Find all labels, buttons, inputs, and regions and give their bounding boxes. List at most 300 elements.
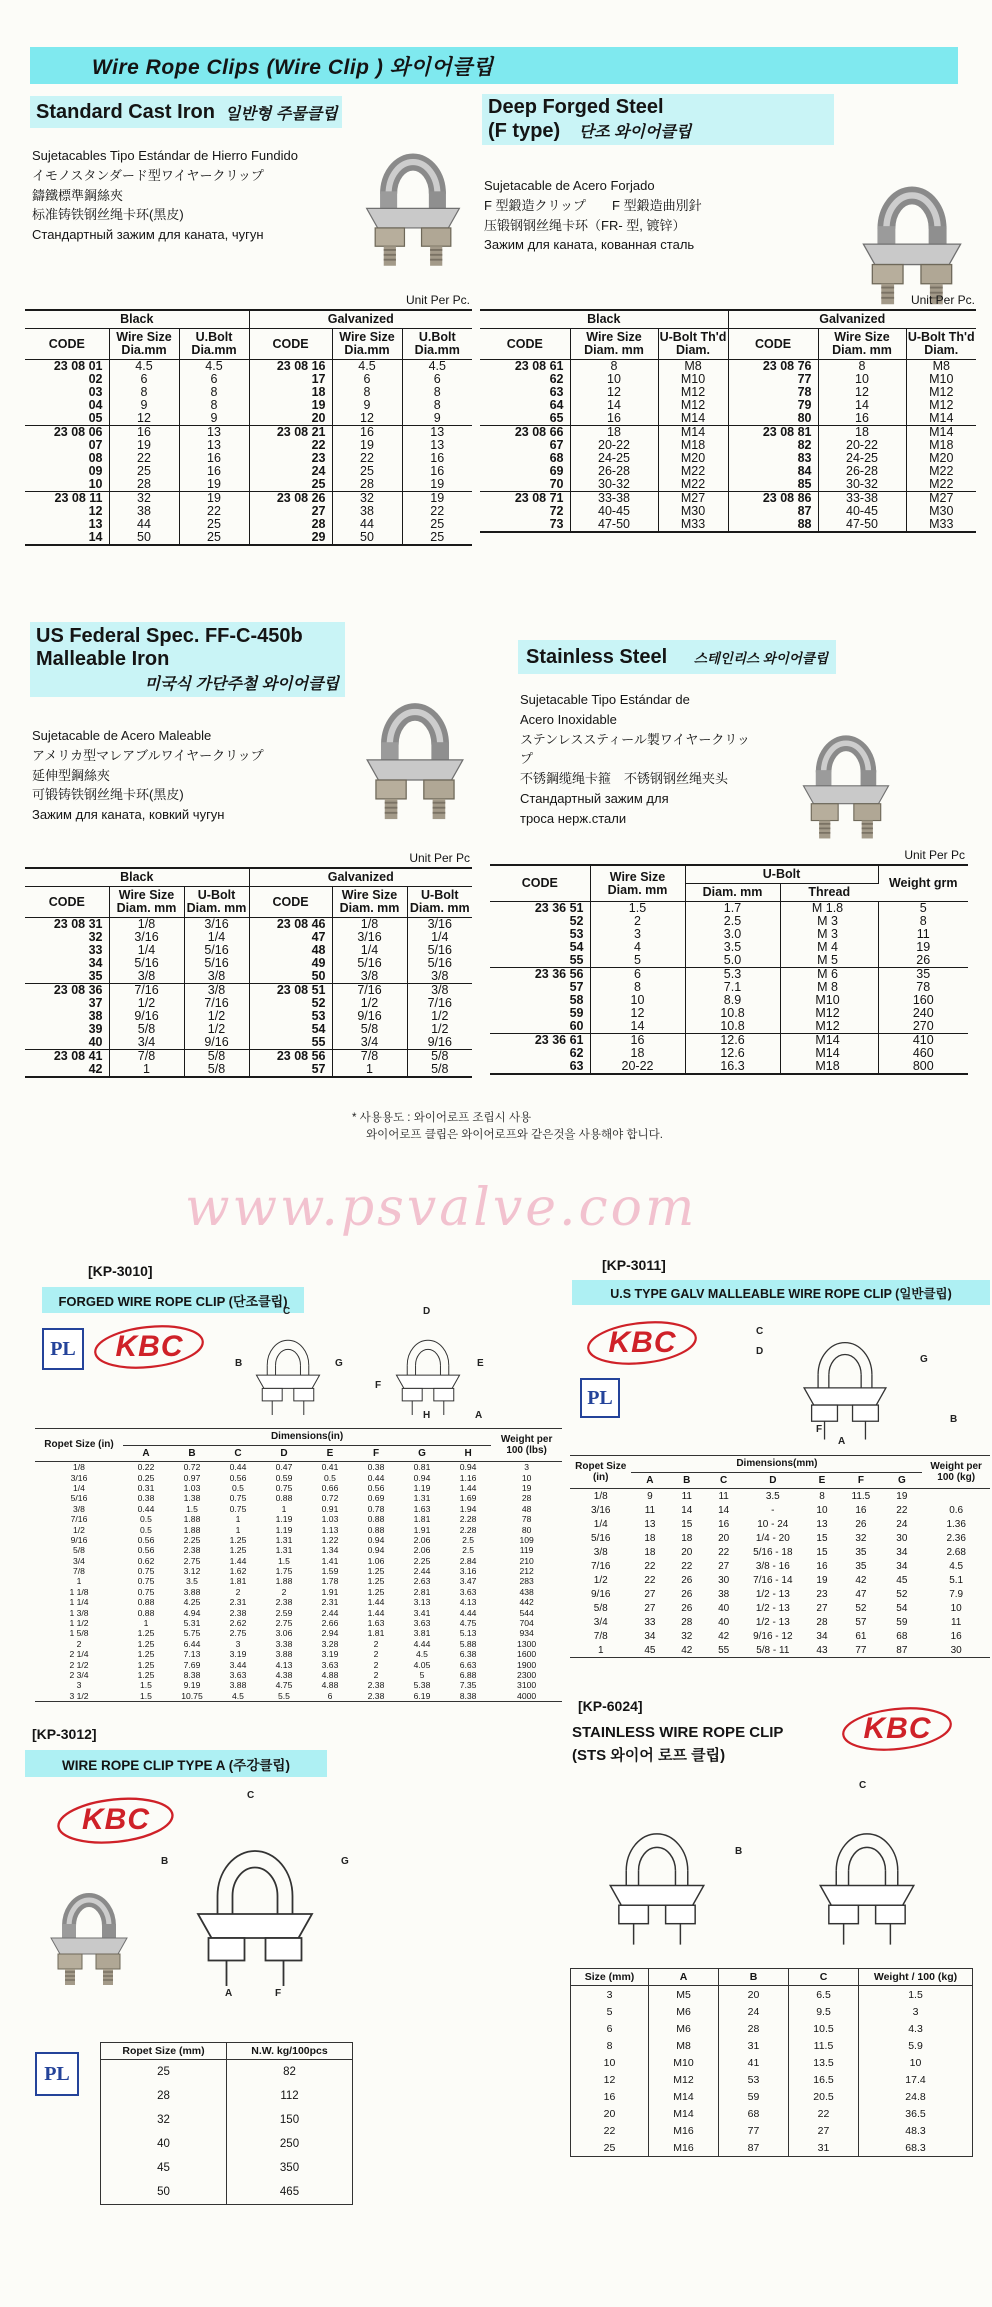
cell: 112 (280, 2090, 299, 2102)
cell: 3.88 (183, 1586, 201, 1597)
cell: 19 (332, 439, 402, 452)
cell: 12 (571, 2071, 649, 2088)
cell: 5.3 (685, 968, 780, 982)
cell: 73 (480, 518, 570, 532)
cell: 1.88 (183, 1514, 201, 1525)
cell: 32 (25, 931, 109, 944)
cell: 23 08 71 (480, 492, 570, 506)
table-body (490, 902, 968, 1075)
cell: 26-28 (570, 465, 658, 478)
cell: 6 (590, 968, 685, 982)
cell: 4.3 (908, 2022, 923, 2035)
cell: 7/8 (109, 1050, 184, 1064)
dim-letter: C (705, 1472, 742, 1489)
cell: 14 (718, 1504, 730, 1516)
cell: 16 (430, 464, 445, 479)
cell: 2.75 (183, 1555, 201, 1566)
cell: - (771, 1504, 775, 1516)
diagram-label: H (423, 1410, 431, 1421)
cell: 62 (480, 373, 570, 386)
cell: 22 (332, 452, 402, 465)
cell: 23 08 86 (728, 492, 818, 506)
diagram-label: A (225, 1988, 233, 1999)
cell: 1.5 (590, 902, 685, 916)
cell: 65 (480, 412, 570, 426)
kp6024-label: [KP-6024] (578, 1698, 643, 1714)
cell: 26 (855, 1518, 867, 1530)
cell: 38 (25, 1010, 109, 1023)
cell: 9 (433, 411, 441, 426)
cell: 1/8 (73, 1462, 85, 1473)
cell: 3/16 (184, 918, 249, 932)
cell: 1.91 (321, 1586, 339, 1597)
cell: 4 (590, 941, 685, 954)
diagram-label: F (375, 1380, 382, 1391)
cell: 23 08 66 (480, 426, 570, 440)
cell: 5/16 (184, 944, 249, 957)
footnote-line: 와이어로프 클립은 와이어로프와 같은것을 사용해야 합니다. (366, 1129, 663, 1142)
cell: 16 (816, 1560, 828, 1572)
cell: 1/8 (332, 918, 407, 932)
cell: 1/2 (184, 1010, 249, 1023)
cell: 0.88 (137, 1597, 155, 1608)
dimensions-header: Dimensions(mm) (631, 1456, 922, 1473)
desc-line: F 型鍛造クリップ F 型鍛造曲別針 (484, 197, 702, 213)
diagram-label: G (341, 1856, 349, 1867)
cell: 52 (249, 997, 332, 1010)
cell: 3.88 (229, 1680, 247, 1691)
unit-note: Unit Per Pc (409, 851, 470, 865)
kp3012-dimension-diagram (155, 1790, 365, 2001)
cell: 84 (728, 465, 818, 478)
weight-column-header: Weight per 100 (kg) (922, 1456, 990, 1489)
diagram-label: B (161, 1856, 169, 1867)
cell: 0.88 (275, 1493, 293, 1504)
watermark-text: www.psvalve.com (185, 1178, 698, 1238)
cell: 82 (728, 439, 818, 452)
cell: 1.25 (137, 1670, 155, 1680)
cell: 1/2 (593, 1574, 608, 1586)
cell: 20.5 (789, 2088, 859, 2105)
cell: 0.88 (137, 1607, 155, 1618)
cell: 1 5/8 (69, 1628, 89, 1639)
cell: 0.94 (459, 1462, 477, 1473)
cell: 3/16 (70, 1472, 88, 1483)
cell: 210 (519, 1555, 534, 1566)
cell: 1 (235, 1514, 241, 1525)
us-federal-table (25, 867, 472, 1078)
cell: 9.5 (789, 2003, 859, 2020)
cell: 3100 (517, 1680, 537, 1691)
cell: 23 (249, 452, 332, 465)
desc-line: троса нерж.стали (520, 810, 627, 826)
cell: 23 36 56 (490, 968, 590, 982)
cell: 2.38 (229, 1607, 247, 1618)
cell: 32 (101, 2108, 227, 2132)
cell: 22 (644, 1574, 656, 1586)
cell: 8 (179, 386, 249, 399)
dim-letter: G (399, 1445, 445, 1462)
cell: M5 (649, 1986, 719, 2004)
cell: 1.81 (229, 1576, 247, 1587)
cell: 20 (249, 412, 332, 426)
cell: 28 (719, 2020, 789, 2037)
cell: 150 (279, 2114, 300, 2126)
cell: 3 (571, 1986, 649, 2004)
diagram-label: C (247, 1790, 255, 1801)
cell: 24-25 (818, 452, 906, 465)
cell: 23 08 06 (25, 426, 109, 440)
column-header: CODE (249, 329, 332, 360)
cell: 934 (519, 1628, 534, 1639)
cell: 80 (521, 1524, 532, 1535)
cell: 119 (519, 1545, 534, 1556)
cell: 88 (728, 518, 818, 532)
cell: 27 (249, 505, 332, 518)
column-header: C (789, 1969, 859, 1986)
cell: 16 (950, 1630, 962, 1642)
cell: 13.5 (789, 2054, 859, 2071)
cell: 1.13 (321, 1524, 339, 1535)
cell: 38 (109, 505, 179, 518)
cell: 5/16 - 18 (753, 1546, 793, 1558)
cell: 7.1 (685, 981, 780, 994)
cell: 7.13 (183, 1649, 201, 1660)
cell: 67 (480, 439, 570, 452)
dim-letter: F (353, 1445, 399, 1462)
cell: 33 (644, 1616, 656, 1628)
cell: 2.38 (367, 1680, 385, 1691)
cell: 22 (681, 1560, 693, 1572)
cell: 1.31 (275, 1534, 293, 1545)
desc-line: アメリカ型マレアブルワイヤークリップ (32, 747, 264, 763)
page-title-bar (30, 47, 958, 84)
cell: 3/4 (109, 1036, 184, 1050)
cell: 3/16 (427, 917, 452, 932)
cell: 3/8 (184, 970, 249, 984)
stainless-clip-photo (790, 686, 902, 861)
cell: 2.5 (685, 915, 780, 928)
cell: 53 (249, 1010, 332, 1023)
cell: 19 (896, 1490, 908, 1502)
clip-side-view-drawing (805, 1792, 929, 1952)
cell: 1/8 (109, 918, 184, 932)
cell: 0.72 (183, 1462, 201, 1473)
cell: 11 (950, 1616, 962, 1628)
cell: 10 (818, 373, 906, 386)
cell: M14 (929, 411, 954, 426)
cell: 40 (718, 1616, 730, 1628)
diagram-label: B (950, 1414, 958, 1425)
stainless-heading (518, 640, 836, 674)
column-header: Thread (780, 884, 878, 902)
cell: 3.19 (321, 1649, 339, 1660)
cell: 1.25 (137, 1659, 155, 1670)
cell: 1.59 (321, 1566, 339, 1577)
cell: 03 (25, 386, 109, 399)
cell: 2.28 (459, 1514, 477, 1525)
column-header: U.Bolt Dia.mm (402, 329, 472, 360)
cell: 7.69 (183, 1659, 201, 1670)
diagram-label: D (423, 1306, 431, 1317)
cell: 3/8 (431, 969, 449, 984)
dim-letter: E (804, 1472, 841, 1489)
cell: 28 (521, 1493, 532, 1504)
cell: 1.5 (140, 1690, 152, 1701)
cell: 3.38 (275, 1638, 293, 1649)
cell: 26 (916, 953, 931, 968)
cell: 1.5 (278, 1555, 290, 1566)
cell: 1.7 (685, 902, 780, 916)
kp6024-dimension-diagram (575, 1780, 985, 1958)
cell: 22 (179, 505, 249, 518)
us-federal-heading (30, 622, 345, 697)
cell: 6.5 (789, 1986, 859, 2004)
cell: 14 (681, 1504, 693, 1516)
cell: 40-45 (818, 505, 906, 518)
cell: 6 (327, 1690, 333, 1701)
cell: 28 (681, 1616, 693, 1628)
cell: 68 (480, 452, 570, 465)
cell: 0.91 (321, 1503, 339, 1514)
cell: 1/2 - 13 (755, 1616, 790, 1628)
cell: 3/8 (332, 970, 407, 984)
clip-front-view-drawing (595, 1792, 719, 1952)
cell: 18 (590, 1047, 685, 1060)
cell: 1/4 (184, 931, 249, 944)
cell: 25 (430, 517, 445, 532)
cell: 2 (235, 1586, 241, 1597)
pl-logo: PL (35, 2052, 79, 2096)
cell: 24.8 (905, 2090, 926, 2103)
cell: 12.6 (685, 1034, 780, 1048)
heading-ko: 단조 와이어클립 (578, 124, 692, 141)
cell: 6 (433, 372, 441, 387)
cell: 8 (818, 360, 906, 374)
kp3011-title-band: U.S TYPE GALV MALLEABLE WIRE ROPE CLIP (일반클립) (572, 1280, 990, 1305)
cell: 2 (373, 1659, 379, 1670)
cell: 8.38 (459, 1690, 477, 1701)
cell: 35 (855, 1560, 867, 1572)
cell: 0.81 (413, 1462, 431, 1473)
kp3012-title-band: WIRE ROPE CLIP TYPE A (주강클립) (25, 1750, 327, 1777)
pl-logo: PL (580, 1378, 620, 1418)
cell: 12 (570, 386, 658, 399)
cell: 3.63 (229, 1670, 247, 1680)
cell: 83 (728, 452, 818, 465)
cell: 20-22 (818, 439, 906, 452)
cell: 1600 (517, 1649, 537, 1660)
column-header: Wire Size Diam. mm (818, 329, 906, 360)
cell: 0.5 (140, 1524, 152, 1535)
cell: 17.4 (905, 2073, 926, 2086)
heading-en: Deep Forged Steel (488, 96, 664, 118)
column-header: U-Bolt Diam. mm (407, 887, 472, 918)
cell: 0.97 (183, 1472, 201, 1483)
cell: 26 (681, 1574, 693, 1586)
cell: 0.44 (229, 1462, 247, 1473)
cell: 0.5 (232, 1482, 244, 1493)
cell: 12 (332, 412, 402, 426)
cell: 9.19 (183, 1680, 201, 1691)
cell: 1.44 (229, 1555, 247, 1566)
cell: 6.19 (413, 1690, 431, 1701)
cell: 1.25 (137, 1628, 155, 1639)
cell: 1/2 - 13 (755, 1588, 790, 1600)
cell: 36.5 (905, 2107, 926, 2120)
cell: 5.88 (459, 1638, 477, 1649)
cell: 9/16 (184, 1036, 249, 1050)
cell: 5.75 (183, 1628, 201, 1639)
cell: 37 (25, 997, 109, 1010)
cell: 40 (718, 1602, 730, 1614)
cell: 57 (855, 1616, 867, 1628)
cell: 4.75 (275, 1680, 293, 1691)
cell: 0.5 (324, 1472, 336, 1483)
standard-cast-iron-table (25, 309, 472, 546)
cell: 2 3/4 (69, 1670, 89, 1680)
diagram-label: F (275, 1988, 282, 1999)
table-body (480, 360, 976, 533)
cell: 1.19 (275, 1514, 293, 1525)
cell: 1.25 (137, 1649, 155, 1660)
cell: 1 1/2 (69, 1618, 89, 1629)
cell: 22 (571, 2122, 649, 2139)
cell: 212 (519, 1566, 534, 1577)
cell: 04 (25, 399, 109, 412)
heading-ko: 일반형 주물클립 (224, 105, 338, 123)
cell: 465 (279, 2186, 300, 2198)
cell: 1.63 (413, 1503, 431, 1514)
cell: M18 (780, 1060, 878, 1074)
dim-letter: D (742, 1472, 803, 1489)
cell: 5.13 (459, 1628, 477, 1639)
cell: 77 (855, 1644, 867, 1656)
cell: 1 (109, 1063, 184, 1077)
cell: 50 (101, 2180, 227, 2205)
cell: 38 (332, 505, 402, 518)
column-header: CODE (490, 865, 590, 902)
cell: 8 (179, 399, 249, 412)
clip-front-view-drawing (245, 1312, 331, 1420)
cell: 3.63 (459, 1586, 477, 1597)
cell: 10 (521, 1472, 532, 1483)
cell: 2.44 (413, 1566, 431, 1577)
cell: 4.5 (416, 1649, 428, 1660)
standard-cast-iron-heading (30, 96, 342, 128)
cell: 22 (789, 2105, 859, 2122)
heading-line2: Malleable Iron (36, 648, 170, 670)
column-header: A (649, 1969, 719, 1986)
size-column-header: Ropet Size (in) (35, 1429, 123, 1462)
column-header: Ropet Size (mm) (101, 2043, 227, 2060)
cell: 1 1/8 (69, 1586, 89, 1597)
cell: 9/16 - 12 (753, 1630, 793, 1642)
desc-line: ステンレススティール製ワイヤークリップ (520, 731, 750, 767)
cell: 1.25 (229, 1534, 247, 1545)
dim-letter: C (215, 1445, 261, 1462)
cell: 19 (430, 477, 445, 492)
cell: 5 (419, 1670, 425, 1680)
cell: 08 (25, 452, 109, 465)
cell: 2 (590, 915, 685, 928)
cell: 9 (332, 399, 402, 412)
kp3012-clip-photo (35, 1862, 143, 1992)
cell: 0.5 (140, 1514, 152, 1525)
dim-letter: B (169, 1445, 215, 1462)
cell: 12 (25, 505, 109, 518)
cell: 47-50 (818, 518, 906, 532)
cell: 1/2 (73, 1524, 85, 1535)
desc-line: Sujetacables Tipo Estándar de Hierro Fundido (32, 148, 298, 163)
table-body (571, 1986, 973, 2157)
cell: 1.16 (459, 1472, 477, 1483)
cell: 05 (25, 412, 109, 426)
cell: 60 (490, 1020, 590, 1034)
cell: 52 (855, 1602, 867, 1614)
cell: 19 (109, 439, 179, 452)
cell: 40 (25, 1036, 109, 1050)
size-column-header: Ropet Size (in) (570, 1456, 631, 1489)
cell: 4.75 (459, 1618, 477, 1629)
cell: 48.3 (905, 2124, 926, 2137)
column-header: Wire Size Dia.mm (109, 329, 179, 360)
cell: 28 (249, 518, 332, 531)
desc-line: Стандартный зажим для каната, чугун (32, 227, 264, 242)
desc-line: 鑄鐵標準鋼絲夾 (32, 187, 124, 203)
table-body (25, 918, 472, 1078)
cell: 18 (570, 426, 658, 440)
cell: 45 (101, 2156, 227, 2180)
cell: 1.31 (275, 1545, 293, 1556)
cell: 3.0 (685, 928, 780, 941)
cell: 25 (179, 518, 249, 531)
cell: 16.3 (685, 1060, 780, 1074)
cell: 1.25 (229, 1545, 247, 1556)
cell: 9 (647, 1490, 653, 1502)
cell: 5 (590, 954, 685, 968)
cell: M 1.8 (780, 902, 878, 916)
table-body (35, 1462, 562, 1702)
cell: 3.63 (413, 1618, 431, 1629)
cell: 54 (249, 1023, 332, 1036)
cell: 17 (249, 373, 332, 386)
cell: 1 (76, 1576, 82, 1587)
cell: 160 (912, 993, 934, 1008)
cell: 12 (590, 1007, 685, 1020)
cell: M22 (929, 464, 954, 479)
column-header: U-Bolt Th'd Diam. (658, 329, 728, 360)
cell: 18 (818, 426, 906, 440)
cell: 1 (597, 1644, 604, 1656)
cell: 33-38 (570, 492, 658, 506)
cell: 1.22 (321, 1534, 339, 1545)
cell: M14 (658, 426, 728, 440)
cell: 460 (912, 1046, 934, 1061)
cell: M27 (906, 492, 976, 506)
cell: 30-32 (570, 478, 658, 492)
cell: M14 (780, 1047, 878, 1060)
cell: 6 (109, 373, 179, 386)
cell: M 6 (780, 968, 878, 982)
cell: 16 (571, 2088, 649, 2105)
group-header-black: Black (25, 868, 249, 887)
column-header-ubolt: U-Bolt (685, 865, 878, 884)
cell: 23 08 26 (249, 492, 332, 506)
cell: 4.44 (459, 1607, 477, 1618)
desc-line: Acero Inoxidable (520, 711, 617, 727)
cell (922, 1489, 990, 1504)
